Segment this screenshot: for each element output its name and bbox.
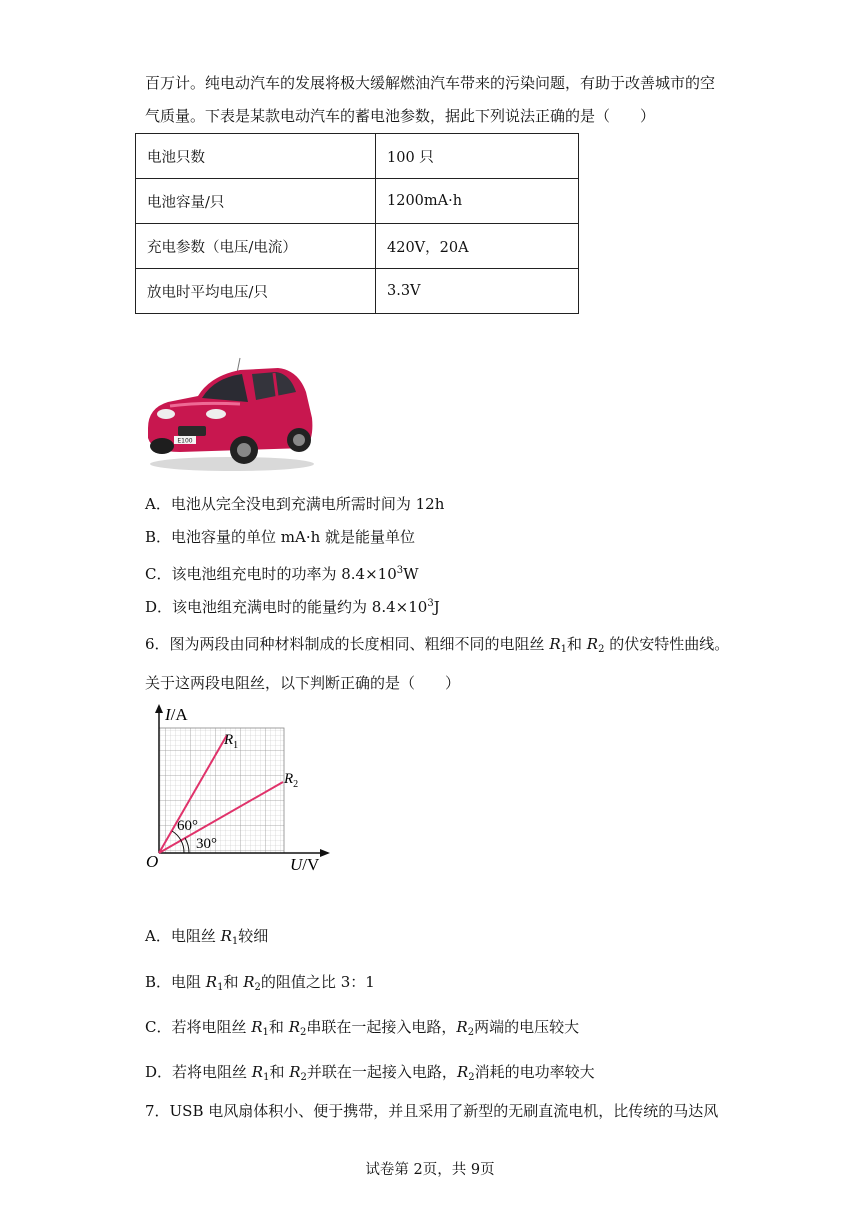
q5-option-d-unit: J [433,598,440,616]
angle-60-label: 60° [177,818,198,834]
q6-option-d-and: 和 [269,1063,290,1081]
y-axis-label: I/A [165,705,188,724]
x-axis-label: U/V [290,855,320,874]
electric-car-image [140,356,320,474]
intro-line-1: 百万计。纯电动汽车的发展将极大缓解燃油汽车带来的污染问题，有助于改善城市的空 [145,74,716,92]
table-cell-label: 放电时平均电压/只 [136,269,376,314]
q6-stem-end: 的伏安特性曲线。 [604,635,730,653]
q6-option-d-end: 消耗的电功率较大 [474,1063,595,1081]
r2-symbol: R [456,1018,468,1036]
q5-option-d-exponent: 3 [427,598,434,609]
q6-option-c-text: C．若将电阻丝 [145,1018,252,1036]
table-row [136,179,579,224]
angle-30-label: 30° [196,836,217,852]
table-cell-value: 1200mA·h [376,179,579,224]
r1-symbol: R [549,635,561,653]
q6-option-a [145,926,268,952]
table-cell-value: 3.3V [376,269,579,314]
iu-characteristic-graph [140,700,340,880]
q6-option-a-end: 较细 [238,927,269,945]
r2-subscript: 2 [468,1072,475,1083]
r2-symbol: R [456,1063,469,1081]
q5-option-c [145,561,419,584]
q5-option-b: B．电池容量的单位 mA·h 就是能量单位 [145,528,416,546]
r1-subscript: 1 [262,1027,269,1038]
q6-option-c [145,1017,579,1043]
table-cell-label: 电池只数 [136,134,376,179]
q6-option-b-end: 的阻值之比 3：1 [260,973,375,991]
table-cell-value: 100 只 [376,134,579,179]
q5-option-c-unit: W [403,565,419,583]
r1-symbol: R [220,927,232,945]
q5-option-c-exponent: 3 [396,565,404,576]
r1-graph-label: $R_1$ [224,732,239,751]
r2-subscript: 2 [300,1027,307,1038]
r2-subscript: 2 [254,982,261,993]
q6-option-b-and: 和 [223,973,244,991]
r2-subscript: 2 [300,1072,307,1083]
r2-subscript: 2 [598,644,605,655]
table-row [136,269,579,314]
q6-option-d-text: D．若将电阻丝 [145,1063,252,1081]
table-cell-label: 充电参数（电压/电流） [136,224,376,269]
table-cell-label: 电池容量/只 [136,179,376,224]
q6-option-c-and: 和 [268,1018,289,1036]
graph-grid [159,728,284,853]
car-plate-text: E100 [177,437,193,445]
r1-subscript: 1 [231,936,239,947]
page-footer: 试卷第 2页，共 9页 [365,1162,495,1178]
q5-option-a: A．电池从完全没电到充满电所需时间为 12h [145,495,445,513]
r1-subscript: 1 [263,1072,270,1083]
r2-symbol: R [586,635,599,653]
q6-option-c-end: 两端的电压较大 [474,1018,580,1036]
q6-stem-line-2: 关于这两段电阻丝，以下判断正确的是（ ） [145,674,461,692]
q6-option-d [145,1062,595,1088]
r2-graph-label: $R_2$ [284,771,299,790]
q5-option-d [145,594,440,617]
q6-option-a-text: A．电阻丝 [145,927,221,945]
r1-symbol: R [205,973,218,991]
r1-symbol: R [251,1063,264,1081]
q6-option-c-mid: 串联在一起接入电路， [306,1018,457,1036]
r2-subscript: 2 [467,1027,475,1038]
r1-subscript: 1 [217,982,224,993]
q6-option-d-mid: 并联在一起接入电路， [306,1063,457,1081]
x-axis-arrow-icon [320,849,330,857]
table-row [136,134,579,179]
q7-stem-line-1: 7．USB 电风扇体积小、便于携带，并且采用了新型的无刷直流电机，比传统的马达风 [145,1102,719,1120]
r2-symbol: R [289,1063,301,1081]
r2-symbol: R [288,1018,300,1036]
q6-option-b [145,972,375,998]
q6-stem-line-1 [145,634,729,660]
intro-line-2: 气质量。下表是某款电动汽车的蓄电池参数，据此下列说法正确的是（ ） [145,107,656,125]
r1-symbol: R [251,1018,263,1036]
q6-stem-text: 6．图为两段由同种材料制成的长度相同、粗细不同的电阻丝 [145,635,550,653]
q6-stem-and: 和 [567,635,587,653]
table-row [136,224,579,269]
r2-symbol: R [243,973,255,991]
battery-parameter-table [135,133,579,314]
origin-label: O [146,852,159,871]
q5-option-c-text: C．该电池组充电时的功率为 8.4×10 [145,565,397,583]
table-cell-value: 420V，20A [376,224,579,269]
r1-subscript: 1 [560,644,567,655]
q5-option-d-text: D．该电池组充满电时的能量约为 8.4×10 [145,598,428,616]
y-axis-arrow-icon [155,704,163,713]
q6-option-b-text: B．电阻 [145,973,206,991]
